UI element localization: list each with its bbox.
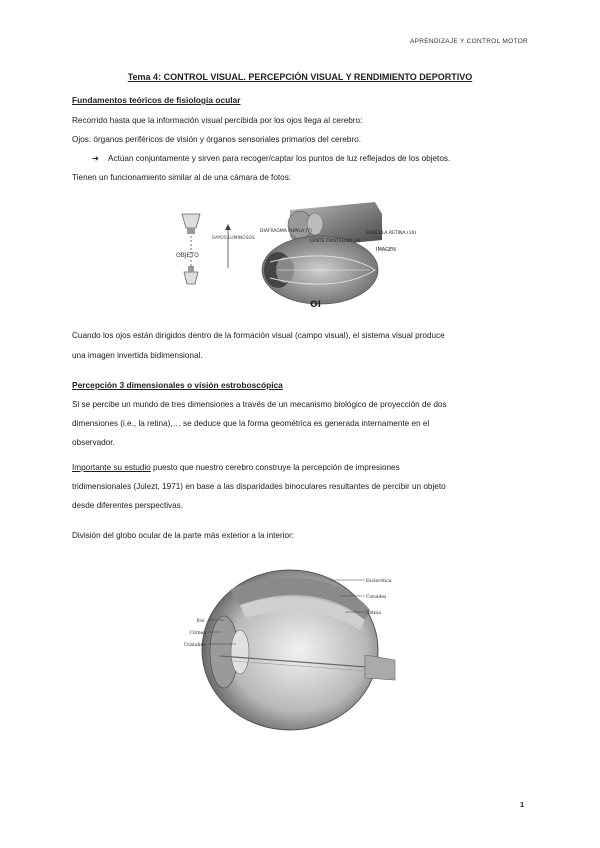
paragraph: tridimensionales (Julezt, 1971) en base a las disparidades binoculares resultantes de percibir un objeto bbox=[72, 482, 446, 491]
paragraph: Si se percibe un mundo de tres dimensiones a través de un mecanismo biológico de proyección de dos bbox=[72, 400, 447, 409]
label-diafragma: DIAFRAGMA PUPILA (7) bbox=[260, 229, 312, 234]
label-cristalino: Cristalino bbox=[183, 643, 206, 648]
bullet-text: Actúan conjuntamente y sirven para recoger/captar los puntos de luz reflejados de los objetos. bbox=[108, 154, 451, 163]
label-retina: Retina bbox=[366, 611, 381, 616]
label-cornea: Córnea bbox=[189, 631, 206, 636]
label-rayos: RAYOS LUMINOSOS bbox=[212, 236, 255, 241]
paragraph: Ojos: órganos periféricos de visión y órganos sensoriales primarios del cerebro. bbox=[72, 135, 361, 144]
arrow-bullet-icon: ➔ bbox=[92, 154, 99, 163]
paragraph-importante bbox=[72, 462, 400, 473]
paragraph: Cuando los ojos están dirigidos dentro de la formación visual (campo visual), el sistema visual produce bbox=[72, 331, 445, 340]
page-header: APRENDIZAJE Y CONTROL MOTOR bbox=[409, 38, 528, 45]
paragraph: dimensiones (i.e., la retina),… se deduce que la forma geométrica es generada internamente en el bbox=[72, 419, 430, 428]
important-text: puesto que nuestro cerebro construye la percepción de impresiones bbox=[150, 463, 400, 472]
page-number: 1 bbox=[520, 800, 525, 809]
section-heading-percepcion: Percepción 3 dimensionales o visión estroboscópica bbox=[72, 380, 283, 390]
label-oi: OI bbox=[310, 300, 321, 310]
label-lente: LENTE CRISTALINO (8) bbox=[310, 239, 361, 244]
document-title: Tema 4: CONTROL VISUAL. PERCEPCIÓN VISUAL Y RENDIMIENTO DEPORTIVO bbox=[127, 72, 473, 82]
eyeball-cross-section-diagram bbox=[180, 560, 420, 740]
paragraph: Recorrido hasta que la información visual percibida por los ojos llega al cerebro: bbox=[72, 116, 363, 125]
object-upper-icon bbox=[182, 214, 200, 234]
label-iris: Iris bbox=[196, 619, 204, 624]
paragraph: desde diferentes perspectivas. bbox=[72, 501, 184, 510]
paragraph: Tienen un funcionamiento similar al de una cámara de fotos: bbox=[72, 173, 292, 182]
paragraph: una imagen invertida bidimensional. bbox=[72, 351, 203, 360]
label-esclerotica: Esclerótica bbox=[366, 579, 392, 584]
label-imagen: IMAGEN bbox=[376, 247, 396, 253]
label-coroides: Coroides bbox=[366, 595, 387, 600]
object-lower-icon bbox=[184, 266, 198, 284]
label-pelicula: PELÍCULA RETINA (10) bbox=[366, 231, 417, 236]
eye-camera-diagram bbox=[170, 192, 420, 312]
label-objeto: OBJETO bbox=[176, 252, 199, 259]
section-heading-fisiologia: Fundamentos teóricos de fisiología ocular bbox=[72, 95, 241, 105]
paragraph: observador. bbox=[72, 438, 115, 447]
paragraph: División del globo ocular de la parte más exterior a la interior: bbox=[72, 531, 295, 540]
important-label: Importante su estudio bbox=[72, 463, 151, 472]
